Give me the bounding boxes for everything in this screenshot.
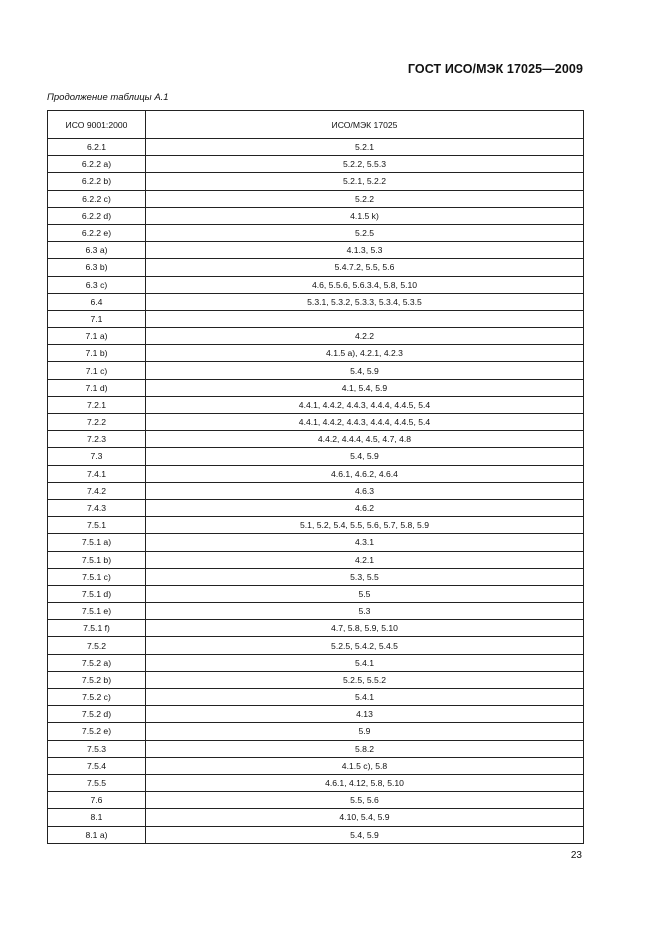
iso9001-clause-cell: 7.5.1 d): [48, 585, 146, 602]
iso17025-clause-cell: 5.3: [146, 603, 584, 620]
iso17025-clause-cell: 5.4.1: [146, 654, 584, 671]
table-row: [48, 774, 584, 791]
iso9001-clause-cell: 7.2.3: [48, 431, 146, 448]
table-row: [48, 448, 584, 465]
iso17025-clause-cell: 5.2.1: [146, 139, 584, 156]
table-row: [48, 328, 584, 345]
iso9001-clause-cell: 7.5.1 f): [48, 620, 146, 637]
table-row: [48, 173, 584, 190]
table-row: [48, 345, 584, 362]
iso9001-clause-cell: 7.2.1: [48, 396, 146, 413]
iso9001-clause-cell: 7.1: [48, 310, 146, 327]
iso9001-clause-cell: 7.5.3: [48, 740, 146, 757]
table-row: [48, 224, 584, 241]
iso17025-clause-cell: 5.3.1, 5.3.2, 5.3.3, 5.3.4, 5.3.5: [146, 293, 584, 310]
iso17025-clause-cell: 5.1, 5.2, 5.4, 5.5, 5.6, 5.7, 5.8, 5.9: [146, 517, 584, 534]
table-row: [48, 740, 584, 757]
iso9001-clause-cell: 7.5.1 e): [48, 603, 146, 620]
table-row: [48, 465, 584, 482]
iso17025-clause-cell: 4.3.1: [146, 534, 584, 551]
iso17025-clause-cell: 5.4.7.2, 5.5, 5.6: [146, 259, 584, 276]
table-row: [48, 207, 584, 224]
iso9001-clause-cell: 6.2.1: [48, 139, 146, 156]
iso17025-clause-cell: 4.6.3: [146, 482, 584, 499]
iso9001-clause-cell: 6.4: [48, 293, 146, 310]
iso17025-clause-cell: 4.2.2: [146, 328, 584, 345]
iso17025-clause-cell: 5.2.5, 5.4.2, 5.4.5: [146, 637, 584, 654]
iso9001-clause-cell: 6.2.2 d): [48, 207, 146, 224]
table-row: [48, 293, 584, 310]
correspondence-table: [47, 110, 584, 844]
table-row: [48, 310, 584, 327]
iso9001-clause-cell: 7.5.1 c): [48, 568, 146, 585]
iso9001-clause-cell: 7.5.2 e): [48, 723, 146, 740]
iso17025-clause-cell: 4.7, 5.8, 5.9, 5.10: [146, 620, 584, 637]
table-row: [48, 620, 584, 637]
table-row: [48, 585, 584, 602]
iso9001-clause-cell: 7.5.1 b): [48, 551, 146, 568]
iso9001-clause-cell: 6.2.2 a): [48, 156, 146, 173]
iso9001-clause-cell: 7.1 d): [48, 379, 146, 396]
table-row: [48, 379, 584, 396]
table-row: [48, 414, 584, 431]
table-body: [48, 139, 584, 844]
iso17025-clause-cell: 4.2.1: [146, 551, 584, 568]
table-row: [48, 603, 584, 620]
iso9001-clause-cell: 7.5.2 a): [48, 654, 146, 671]
iso17025-clause-cell: [146, 310, 584, 327]
table-row: [48, 671, 584, 688]
table-row: [48, 242, 584, 259]
table-row: [48, 259, 584, 276]
table-row: [48, 499, 584, 516]
iso17025-clause-cell: 5.5, 5.6: [146, 792, 584, 809]
iso9001-clause-cell: 6.3 a): [48, 242, 146, 259]
iso17025-clause-cell: 5.2.2, 5.5.3: [146, 156, 584, 173]
iso17025-clause-cell: 4.10, 5.4, 5.9: [146, 809, 584, 826]
iso9001-clause-cell: 7.4.1: [48, 465, 146, 482]
iso9001-clause-cell: 7.5.1: [48, 517, 146, 534]
iso17025-clause-cell: 5.9: [146, 723, 584, 740]
iso17025-clause-cell: 4.4.2, 4.4.4, 4.5, 4.7, 4.8: [146, 431, 584, 448]
iso17025-clause-cell: 4.6, 5.5.6, 5.6.3.4, 5.8, 5.10: [146, 276, 584, 293]
page-number: 23: [570, 850, 582, 861]
column-header-iso9001: ИСО 9001:2000: [48, 111, 146, 139]
iso9001-clause-cell: 7.5.4: [48, 757, 146, 774]
iso9001-clause-cell: 7.1 b): [48, 345, 146, 362]
table-row: [48, 654, 584, 671]
iso17025-clause-cell: 5.4, 5.9: [146, 448, 584, 465]
iso9001-clause-cell: 7.5.1 a): [48, 534, 146, 551]
iso17025-clause-cell: 5.2.5, 5.5.2: [146, 671, 584, 688]
iso17025-clause-cell: 4.4.1, 4.4.2, 4.4.3, 4.4.4, 4.4.5, 5.4: [146, 396, 584, 413]
iso9001-clause-cell: 7.5.2: [48, 637, 146, 654]
table-row: [48, 534, 584, 551]
table-row: [48, 723, 584, 740]
table-row: [48, 156, 584, 173]
table-row: [48, 517, 584, 534]
iso17025-clause-cell: 5.3, 5.5: [146, 568, 584, 585]
iso9001-clause-cell: 7.5.2 c): [48, 689, 146, 706]
table-row: [48, 826, 584, 843]
iso17025-clause-cell: 5.2.5: [146, 224, 584, 241]
table-row: [48, 757, 584, 774]
iso9001-clause-cell: 7.5.2 b): [48, 671, 146, 688]
iso17025-clause-cell: 4.1.5 a), 4.2.1, 4.2.3: [146, 345, 584, 362]
iso17025-clause-cell: 4.1.5 k): [146, 207, 584, 224]
iso9001-clause-cell: 7.5.5: [48, 774, 146, 791]
iso17025-clause-cell: 5.5: [146, 585, 584, 602]
iso17025-clause-cell: 4.13: [146, 706, 584, 723]
iso17025-clause-cell: 4.1.5 c), 5.8: [146, 757, 584, 774]
table-row: [48, 637, 584, 654]
iso17025-clause-cell: 5.4, 5.9: [146, 362, 584, 379]
column-header-iso17025: ИСО/МЭК 17025: [146, 111, 584, 139]
iso9001-clause-cell: 8.1 a): [48, 826, 146, 843]
document-standard-header: ГОСТ ИСО/МЭК 17025—2009: [407, 62, 583, 76]
iso17025-clause-cell: 4.4.1, 4.4.2, 4.4.3, 4.4.4, 4.4.5, 5.4: [146, 414, 584, 431]
iso17025-clause-cell: 5.4, 5.9: [146, 826, 584, 843]
iso9001-clause-cell: 6.3 b): [48, 259, 146, 276]
table-row: [48, 190, 584, 207]
iso17025-clause-cell: 4.6.1, 4.6.2, 4.6.4: [146, 465, 584, 482]
iso9001-clause-cell: 7.4.3: [48, 499, 146, 516]
iso17025-clause-cell: 4.6.2: [146, 499, 584, 516]
iso17025-clause-cell: 5.2.1, 5.2.2: [146, 173, 584, 190]
iso17025-clause-cell: 5.8.2: [146, 740, 584, 757]
iso9001-clause-cell: 7.1 a): [48, 328, 146, 345]
table-row: [48, 396, 584, 413]
iso9001-clause-cell: 7.4.2: [48, 482, 146, 499]
table-row: [48, 139, 584, 156]
table-row: [48, 551, 584, 568]
iso9001-clause-cell: 6.3 c): [48, 276, 146, 293]
table-row: [48, 689, 584, 706]
table-row: [48, 792, 584, 809]
iso9001-clause-cell: 7.2.2: [48, 414, 146, 431]
iso17025-clause-cell: 4.6.1, 4.12, 5.8, 5.10: [146, 774, 584, 791]
table-row: [48, 706, 584, 723]
iso9001-clause-cell: 7.6: [48, 792, 146, 809]
table-row: [48, 362, 584, 379]
iso9001-clause-cell: 6.2.2 e): [48, 224, 146, 241]
iso17025-clause-cell: 4.1.3, 5.3: [146, 242, 584, 259]
iso17025-clause-cell: 5.4.1: [146, 689, 584, 706]
table-caption: Продолжение таблицы А.1: [47, 92, 169, 103]
iso9001-clause-cell: 7.1 c): [48, 362, 146, 379]
table-header-row: [48, 111, 584, 139]
iso17025-clause-cell: 5.2.2: [146, 190, 584, 207]
table-row: [48, 431, 584, 448]
iso9001-clause-cell: 6.2.2 b): [48, 173, 146, 190]
iso9001-clause-cell: 7.5.2 d): [48, 706, 146, 723]
table-row: [48, 809, 584, 826]
iso9001-clause-cell: 8.1: [48, 809, 146, 826]
iso17025-clause-cell: 4.1, 5.4, 5.9: [146, 379, 584, 396]
iso9001-clause-cell: 7.3: [48, 448, 146, 465]
table-row: [48, 482, 584, 499]
table-row: [48, 276, 584, 293]
iso9001-clause-cell: 6.2.2 c): [48, 190, 146, 207]
table-row: [48, 568, 584, 585]
